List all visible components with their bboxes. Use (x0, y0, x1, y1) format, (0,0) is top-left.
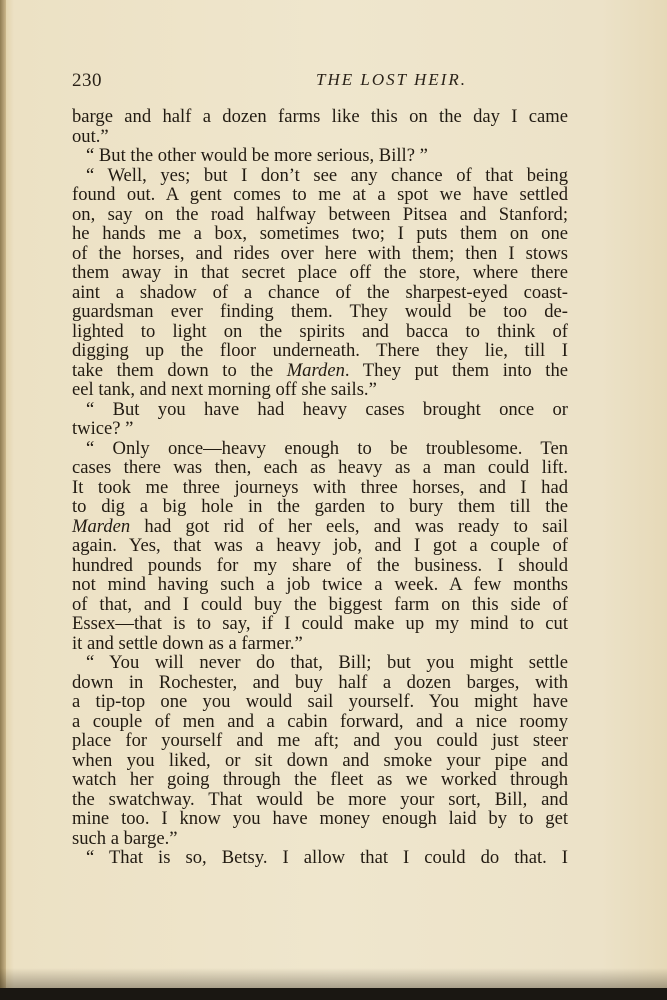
text-line: to dig a big hole in the garden to bury them till the (72, 496, 568, 517)
text-line: guardsman ever finding them. They would be too de- (72, 301, 568, 322)
text-line: “ You will never do that, Bill; but you might settle (86, 652, 568, 673)
text-line: them away in that secret place off the store, where there (72, 262, 568, 283)
text-line: the swatchway. That would be more your sort, Bill, and (72, 788, 568, 810)
text-line: Essex—that is to say, if I could make up my mind to cut (72, 613, 568, 634)
text-line: out.” (72, 125, 109, 147)
text-line: twice? ” (72, 418, 134, 439)
text-line: on, say on the road halfway between Pitsea and Stanford; (72, 203, 568, 225)
text-line: found out. A gent comes to me at a spot we have settled (72, 184, 568, 205)
text-line: “ But you have had heavy cases brought once or (86, 398, 568, 420)
text-line: a tip-top one you would sail yourself. You might have (72, 691, 568, 712)
page-header (72, 70, 568, 98)
text-line: he hands me a box, sometimes two; I puts them on one (72, 223, 568, 244)
text-line: “ That is so, Betsy. I allow that I could do that. I (86, 847, 568, 868)
page-number: 230 (72, 70, 102, 91)
italic-name: Marden (286, 359, 345, 381)
text-line: not mind having such a job twice a week. A few months (72, 574, 568, 595)
text-line: place for yourself and me aft; and you could just steer (72, 730, 568, 751)
text-line: of that, and I could buy the biggest farm on this side of (72, 593, 568, 615)
text-line: it and settle down as a farmer.” (72, 632, 303, 654)
text-line: It took me three journeys with three horses, and I had (72, 476, 568, 498)
text-line: when you liked, or sit down and smoke your pipe and (72, 749, 568, 771)
text-line: take them down to the Marden. They put them into the (72, 359, 569, 381)
italic-name: Marden (72, 515, 131, 537)
text-line: again. Yes, that was a heavy job, and I got a couple of (72, 535, 568, 556)
text-line: mine too. I know you have money enough laid by to get (72, 808, 568, 829)
page-bottom-shadow (0, 968, 667, 988)
text-line: “ Well, yes; but I don’t see any chance of that being (86, 164, 568, 186)
text-line: hundred pounds for my share of the business. I should (72, 554, 568, 576)
text-line: such a barge.” (72, 827, 178, 849)
text-line: digging up the floor underneath. There they lie, till I (72, 340, 568, 361)
text-line: barge and half a dozen farms like this on the day I came (72, 106, 568, 127)
text-line: Marden had got rid of her eels, and was ready to sail (72, 515, 568, 537)
page-gutter (0, 0, 6, 988)
text-line: of the horses, and rides over here with them; then I stows (72, 242, 568, 264)
text-line: a couple of men and a cabin forward, and a nice roomy (72, 710, 568, 732)
text-line: “ But the other would be more serious, Bill? ” (86, 145, 428, 166)
text-line: watch her going through the fleet as we worked through (72, 769, 568, 790)
body-text (72, 107, 568, 868)
running-head: THE LOST HEIR. (316, 70, 467, 89)
text-line: eel tank, and next morning off she sails.” (72, 379, 377, 400)
text-line: cases there was then, each as heavy as a man could lift. (72, 457, 568, 478)
text-line: down in Rochester, and buy half a dozen barges, with (72, 671, 568, 693)
text-line: lighted to light on the spirits and bacca to think of (72, 320, 568, 342)
text-line: aint a shadow of a chance of the sharpest-eyed coast- (72, 281, 568, 303)
text-line: “ Only once—heavy enough to be troublesome. Ten (86, 437, 568, 459)
